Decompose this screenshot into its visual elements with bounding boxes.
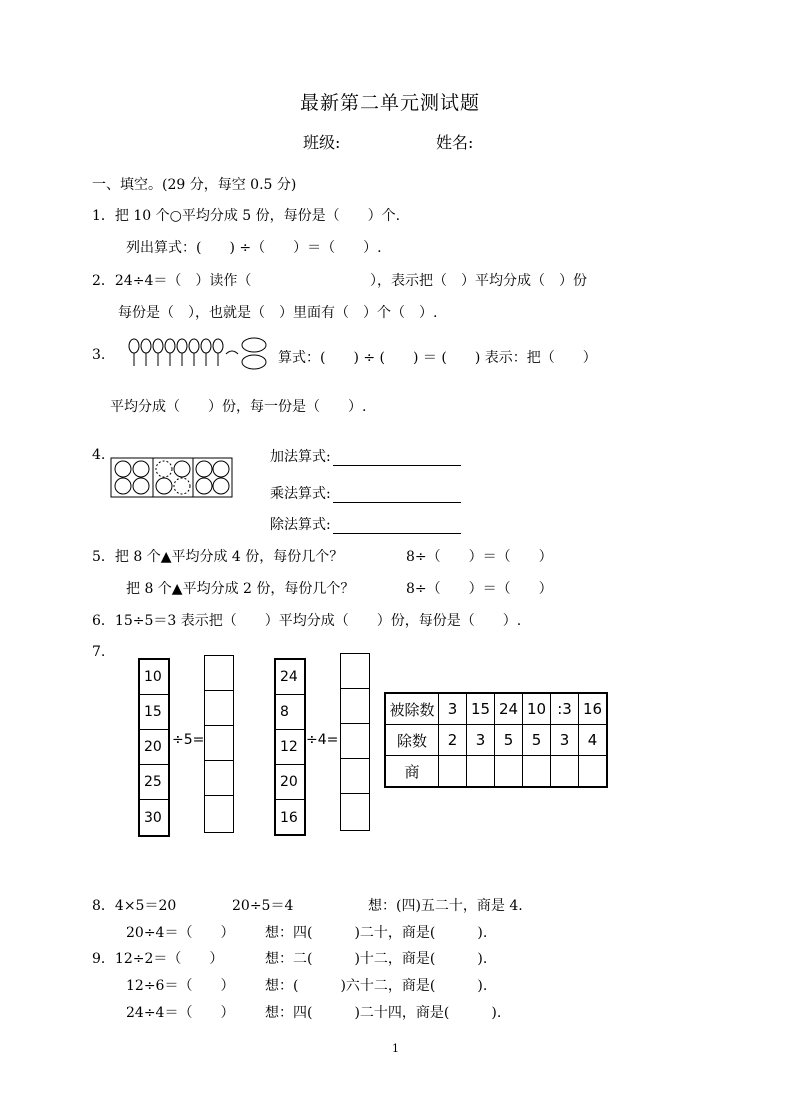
q7-col2-cell: 8 <box>276 695 304 730</box>
class-label: 班级: <box>303 133 341 152</box>
table-row <box>385 756 607 788</box>
circles-figure <box>110 457 234 499</box>
table-cell: 3 <box>467 725 495 756</box>
q7-col1-cell: 10 <box>140 660 168 695</box>
q2-line2: 每份是（ ），也就是（ ）里面有（ ）个（ ）. <box>118 305 438 321</box>
table-row <box>385 725 607 756</box>
q7-col1-cell: 25 <box>140 765 168 800</box>
q7-answer-box[interactable] <box>205 656 233 691</box>
q3-formula: 算式：( ) ÷ ( ) ＝ ( ) 表示：把（ ） <box>278 350 597 366</box>
q3-number: 3. <box>92 347 106 363</box>
q3-line2: 平均分成（ ）份，每一份是（ ）. <box>110 399 367 415</box>
q7-col1-cell: 30 <box>144 809 162 826</box>
q7-operator-1: ÷5= <box>172 732 205 748</box>
answer-cell[interactable] <box>467 756 495 788</box>
q4-add: 加法算式: <box>270 446 461 466</box>
q7-dividend-column-2 <box>274 658 306 836</box>
q1-line2: 列出算式：( ) ÷（ ）＝（ ）. <box>126 240 382 256</box>
table-cell: 3 <box>551 725 579 756</box>
q2-line1a: 2．24÷4＝（ ）读作（ <box>92 273 252 289</box>
balloons-figure <box>126 336 272 372</box>
q7-answer-box[interactable] <box>341 794 369 829</box>
q7-answer-box[interactable] <box>205 726 233 761</box>
q8-c: 想：(四)五二十，商是 4. <box>368 898 523 914</box>
q7-answer-box[interactable] <box>205 796 233 831</box>
q7-answer-column-2 <box>340 653 370 831</box>
table-cell: 15 <box>467 693 495 725</box>
q5-line1b: 8÷（ ）＝（ ） <box>406 549 553 565</box>
section-heading: 一、填空。(29 分，每空 0.5 分) <box>92 177 297 193</box>
q4-number: 4. <box>92 447 106 463</box>
answer-cell[interactable] <box>579 756 608 788</box>
q7-col1-cell: 20 <box>140 730 168 765</box>
answer-cell[interactable] <box>495 756 523 788</box>
row-label-divisor: 除数 <box>385 725 439 756</box>
q7-col2-cell: 16 <box>280 809 298 826</box>
q9-b2: 想：( )六十二，商是( ). <box>265 978 488 994</box>
row-label-quotient: 商 <box>385 756 439 788</box>
page-title: 最新第二单元测试题 <box>300 92 481 114</box>
q8-d: 20÷4＝（ ） <box>126 925 235 941</box>
answer-cell[interactable] <box>439 756 467 788</box>
table-cell: 3 <box>439 693 467 725</box>
q7-col2-cell: 20 <box>276 765 304 800</box>
q9-b: 12÷6＝（ ） <box>126 978 235 994</box>
q8-b: 20÷5＝4 <box>232 898 294 914</box>
table-cell: 10 <box>523 693 551 725</box>
answer-cell[interactable] <box>523 756 551 788</box>
q5-line2b: 8÷（ ）＝（ ） <box>406 581 553 597</box>
q4-mul-blank[interactable] <box>333 488 461 503</box>
q6-line: 6．15÷5＝3 表示把（ ）平均分成（ ）份，每份是（ ）. <box>92 613 522 629</box>
q7-answer-column-1 <box>204 655 234 833</box>
q4-div: 除法算式: <box>270 514 461 534</box>
q7-number: 7. <box>92 644 106 660</box>
q7-answer-box[interactable] <box>341 654 369 689</box>
table-cell: :3 <box>551 693 579 725</box>
table-cell: 16 <box>579 693 608 725</box>
table-cell: 5 <box>523 725 551 756</box>
table-cell: 4 <box>579 725 608 756</box>
answer-cell[interactable] <box>551 756 579 788</box>
page-number: 1 <box>392 1042 399 1055</box>
q7-division-table <box>384 692 608 788</box>
q4-mul: 乘法算式: <box>270 483 461 503</box>
table-row <box>385 693 607 725</box>
q4-div-blank[interactable] <box>333 519 461 534</box>
q9-c: 24÷4＝（ ） <box>126 1005 235 1021</box>
q8-e: 想：四( )二十，商是( ). <box>265 925 488 941</box>
q7-answer-box[interactable] <box>341 724 369 759</box>
q4-add-blank[interactable] <box>333 451 461 466</box>
q7-dividend-column-1 <box>138 658 170 837</box>
q7-col1-cell: 15 <box>140 695 168 730</box>
table-cell: 5 <box>495 725 523 756</box>
q7-col2-cell: 24 <box>276 660 304 695</box>
q7-answer-box[interactable] <box>205 761 233 796</box>
q7-operator-2: ÷4= <box>306 732 339 748</box>
table-cell: 24 <box>495 693 523 725</box>
q7-answer-box[interactable] <box>341 759 369 794</box>
q9-c2: 想：四( )二十四，商是( ). <box>265 1005 502 1021</box>
q9-a2: 想：二( )十二，商是( ). <box>265 951 488 967</box>
q2-line1b: ），表示把（ ）平均分成（ ）份 <box>370 273 587 289</box>
q1-line1: 1．把 10 个○平均分成 5 份，每份是（ ）个. <box>92 208 401 224</box>
q7-answer-box[interactable] <box>205 691 233 726</box>
row-label-dividend: 被除数 <box>385 693 439 725</box>
q9-a: 9．12÷2＝（ ） <box>92 951 224 967</box>
q5-line1a: 5．把 8 个▲平均分成 4 份，每份几个？ <box>92 549 344 565</box>
q7-col2-cell: 12 <box>276 730 304 765</box>
table-cell: 2 <box>439 725 467 756</box>
q5-line2a: 把 8 个▲平均分成 2 份，每份几个？ <box>126 581 355 597</box>
q7-answer-box[interactable] <box>341 689 369 724</box>
q8-a: 8．4×5＝20 <box>92 898 177 914</box>
name-label: 姓名: <box>436 133 474 152</box>
